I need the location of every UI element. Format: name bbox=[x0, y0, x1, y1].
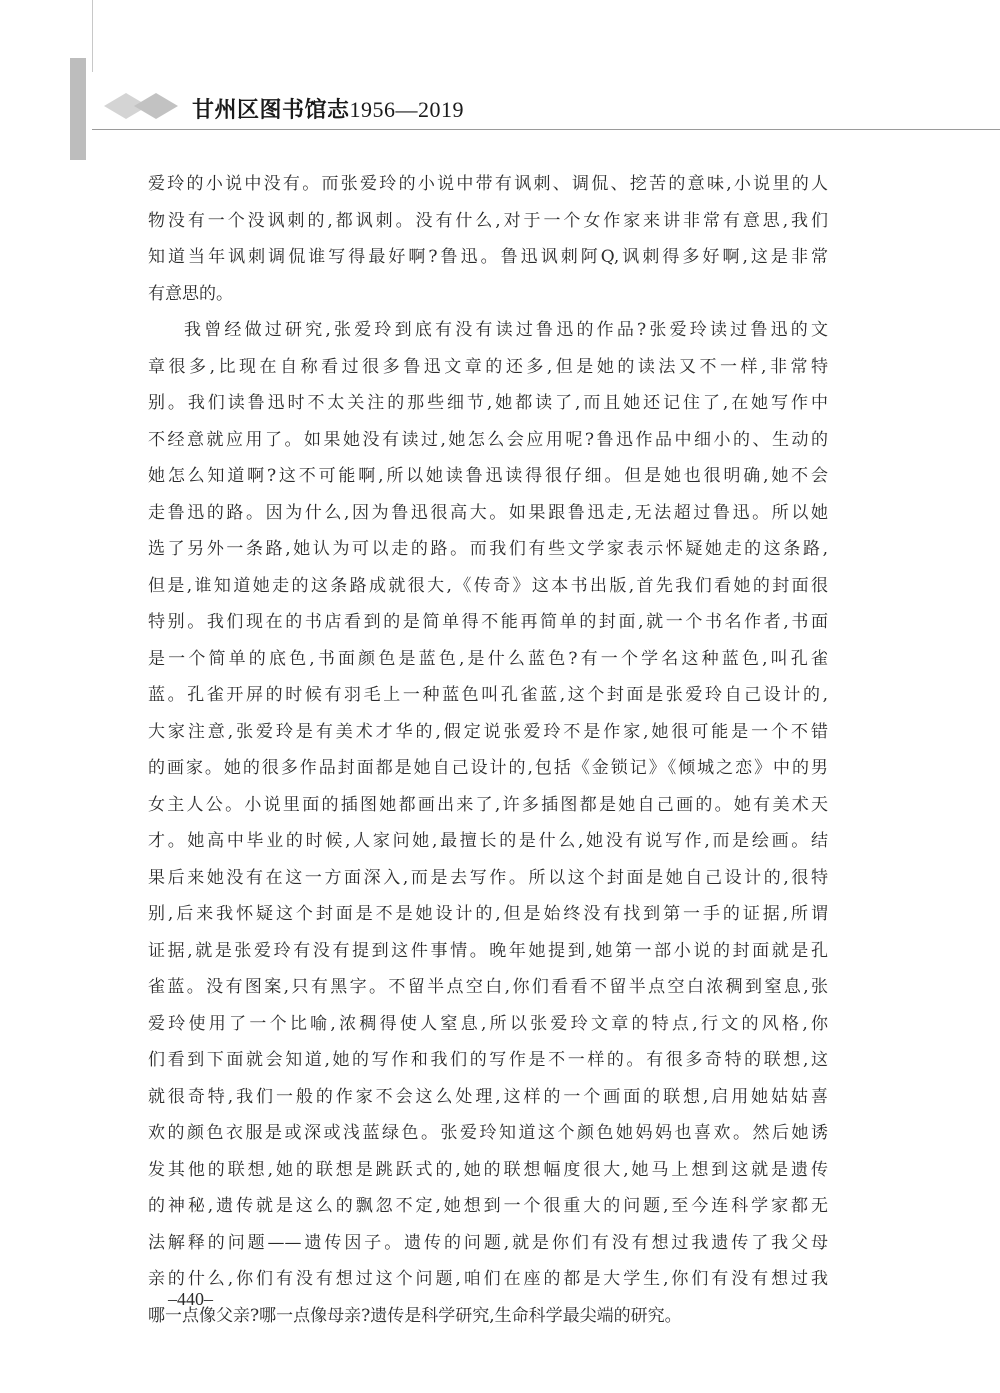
text-line: 雀蓝。没有图案,只有黑字。不留半点空白,你们看看不留半点空白浓稠到窒息,张 bbox=[148, 977, 828, 997]
text-line: 是一个简单的底色,书面颜色是蓝色,是什么蓝色?有一个学名这种蓝色,叫孔雀 bbox=[148, 648, 828, 669]
text-line: 法解释的问题——遗传因子。遗传的问题,就是你们有没有想过我遗传了我父母 bbox=[148, 1232, 828, 1253]
text-line: 章很多,比现在自称看过很多鲁迅文章的还多,但是她的读法又不一样,非常特 bbox=[148, 356, 828, 377]
text-line: 女主人公。小说里面的插图她都画出来了,许多插图都是她自己画的。她有美术天 bbox=[148, 794, 828, 815]
text-line: 有意思的。 bbox=[148, 283, 233, 304]
text-line: 才。她高中毕业的时候,人家问她,最擅长的是什么,她没有说写作,而是绘画。结 bbox=[148, 831, 828, 851]
text-line: 爱玲的小说中没有。而张爱玲的小说中带有讽刺、调侃、挖苦的意味,小说里的人 bbox=[148, 174, 828, 194]
text-line: 不经意就应用了。如果她没有读过,她怎么会应用呢?鲁迅作品中细小的、生动的 bbox=[148, 429, 828, 450]
body-text bbox=[148, 166, 828, 1334]
header-title-text: 甘州区图书馆志 bbox=[192, 97, 350, 123]
text-line: 别,后来我怀疑这个封面是不是她设计的,但是始终没有找到第一手的证据,所谓 bbox=[148, 904, 828, 924]
text-line: 们看到下面就会知道,她的写作和我们的写作是不一样的。有很多奇特的联想,这 bbox=[148, 1050, 828, 1070]
text-line: 的画家。她的很多作品封面都是她自己设计的,包括《金锁记》《倾城之恋》中的男 bbox=[148, 758, 828, 778]
header-years: 1956—2019 bbox=[349, 97, 465, 122]
header-gray-bar bbox=[70, 58, 86, 160]
text-line: 知道当年讽刺调侃谁写得最好啊?鲁迅。鲁迅讽刺阿Q,讽刺得多好啊,这是非常 bbox=[148, 247, 828, 267]
text-line: 发其他的联想,她的联想是跳跃式的,她的联想幅度很大,她马上想到这就是遗传 bbox=[148, 1159, 828, 1180]
running-header bbox=[192, 93, 464, 124]
text-line: 我曾经做过研究,张爱玲到底有没有读过鲁迅的作品?张爱玲读过鲁迅的文 bbox=[184, 320, 828, 340]
text-line: 证据,就是张爱玲有没有提到这件事情。晚年她提到,她第一部小说的封面就是孔 bbox=[148, 940, 828, 961]
double-diamond-icon bbox=[104, 92, 190, 120]
text-line: 欢的颜色衣服是或深或浅蓝绿色。张爱玲知道这个颜色她妈妈也喜欢。然后她诱 bbox=[148, 1123, 828, 1143]
header-vertical-line bbox=[92, 0, 93, 72]
text-line: 大家注意,张爱玲是有美术才华的,假定说张爱玲不是作家,她很可能是一个不错 bbox=[148, 721, 828, 742]
text-line: 走鲁迅的路。因为什么,因为鲁迅很高大。如果跟鲁迅走,无法超过鲁迅。所以她 bbox=[148, 502, 828, 523]
text-line: 哪一点像父亲?哪一点像母亲?遗传是科学研究,生命科学最尖端的研究。 bbox=[148, 1305, 682, 1326]
text-line: 别。我们读鲁迅时不太关注的那些细节,她都读了,而且她还记住了,在她写作中 bbox=[148, 393, 828, 413]
text-line: 但是,谁知道她走的这条路成就很大,《传奇》这本书出版,首先我们看她的封面很 bbox=[148, 575, 828, 596]
header-rule bbox=[92, 129, 1000, 130]
text-line: 她怎么知道啊?这不可能啊,所以她读鲁迅读得很仔细。但是她也很明确,她不会 bbox=[148, 466, 828, 486]
text-line: 爱玲使用了一个比喻,浓稠得使人窒息,所以张爱玲文章的特点,行文的风格,你 bbox=[148, 1013, 828, 1034]
text-line: 的神秘,遗传就是这么的飘忽不定,她想到一个很重大的问题,至今连科学家都无 bbox=[148, 1196, 828, 1216]
text-line: 特别。我们现在的书店看到的是简单得不能再简单的封面,就一个书名作者,书面 bbox=[148, 612, 828, 632]
text-line: 亲的什么,你们有没有想过这个问题,咱们在座的都是大学生,你们有没有想过我 bbox=[148, 1269, 828, 1289]
text-line: 选了另外一条路,她认为可以走的路。而我们有些文学家表示怀疑她走的这条路, bbox=[148, 539, 828, 559]
text-line: 物没有一个没讽刺的,都讽刺。没有什么,对于一个女作家来讲非常有意思,我们 bbox=[148, 210, 828, 231]
text-line: 蓝。孔雀开屏的时候有羽毛上一种蓝色叫孔雀蓝,这个封面是张爱玲自己设计的, bbox=[148, 685, 828, 705]
text-line: 果后来她没有在这一方面深入,而是去写作。所以这个封面是她自己设计的,很特 bbox=[148, 867, 828, 888]
page-number: –440– bbox=[168, 1289, 213, 1309]
text-line: 就很奇特,我们一般的作家不会这么处理,这样的一个画面的联想,启用她姑姑喜 bbox=[148, 1086, 828, 1107]
